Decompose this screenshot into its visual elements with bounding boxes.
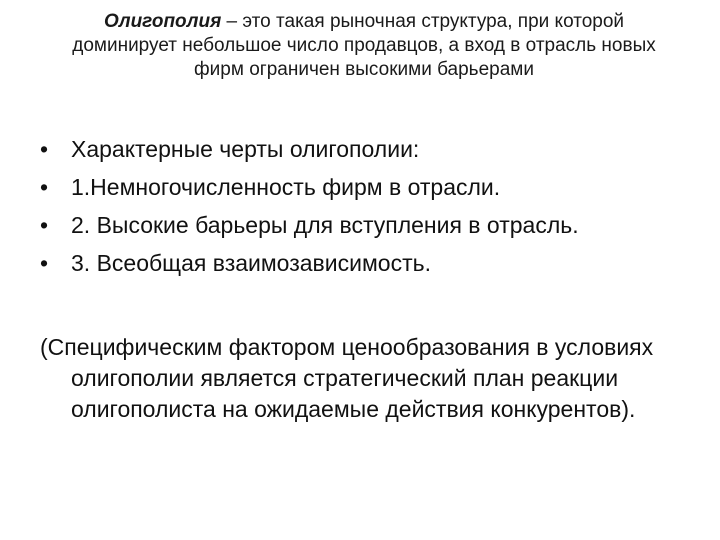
bullet-list [40, 134, 700, 286]
slide-title [58, 10, 670, 82]
bullet-text: 3. Всеобщая взаимозависимость. [71, 250, 431, 276]
note-paragraph [40, 332, 680, 425]
bullet-item [40, 134, 700, 165]
bullet-text: 2. Высокие барьеры для вступления в отрасль. [71, 212, 579, 238]
bullet-item [40, 210, 700, 241]
note-text: (Специфическим фактором ценообразования в условиях олигополии является стратегический план реакции олигополиста на ожидаемые действия конкурентов). [40, 334, 654, 422]
bullet-text: Характерные черты олигополии: [71, 136, 420, 162]
bullet-marker: • [40, 250, 49, 276]
bullet-item [40, 248, 700, 279]
bullet-text: 1.Немногочисленность фирм в отрасли. [71, 174, 501, 200]
title-term: Олигополия [103, 11, 222, 32]
bullet-marker: • [40, 212, 49, 238]
bullet-item [40, 172, 700, 203]
bullet-marker: • [40, 136, 49, 162]
title-definition: – это такая рыночная структура, при которой доминирует небольшое число продавцов, а вход в отрасль новых фирм ограничен высокими барьерами [72, 11, 656, 80]
bullet-marker: • [40, 174, 49, 200]
